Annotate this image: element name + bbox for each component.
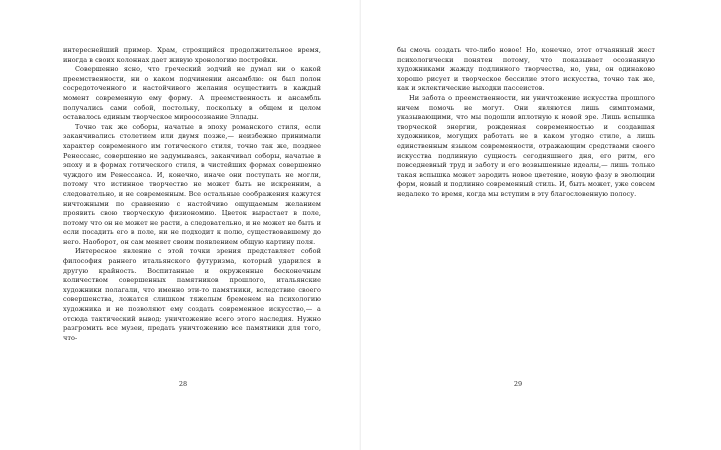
paragraph: бы смочь создать что-либо новое! Но, конечно, этот отчаянный жест психологически понятен потому, что показывает осознанную художниками жажду подлинного творчества, но, увы, он одинаково хорошо рисует и творческое бессилие этого искусства, точно так же, как и эклектические выходки пассеистов. [397, 46, 655, 93]
paragraph: интереснейший пример. Храм, строящийся продолжительное время, иногда в своих колоннах дает живую хронологию постройки. [63, 46, 321, 64]
left-page-text [63, 46, 321, 343]
page-number: 28 [178, 380, 188, 388]
paragraph: Ни забота о преемственности, ни уничтожение искусства прошлого ничем помочь не могут. Они являются лишь симптомами, указывающими, что мы подошли вплотную к новой эре. Лишь вспышка творческой энергии, рожденная современностью и создавшая художников, могущих работать не в каком угодно стиле, а лишь единственным языком современности, отражающим средствами своего искусства подлинную сущность сегодняшнего дня, его ритм, его повседневный труд и заботу и его возвышенные идеалы,— лишь только такая вспышка может зародить новое цветение, новую фазу в эволюции форм, новый и подлинно современный стиль. И, быть может, уже совсем недалеко то время, когда мы вступим в эту благословенную полосу. [397, 93, 655, 198]
left-page [0, 0, 360, 450]
paragraph: Точно так же соборы, начатые в эпоху романского стиля, если заканчивались столетием или двумя позже,— неизбежно принимали характер современного им готического стиля, точно так же, позднее Ренессанс, совершенно не задумываясь, заканчивал соборы, начатые в эпоху и в формах готического стиля, в чистейших формах совершенно чуждого им Ренессанса. И, конечно, иначе они поступать не могли, потому что истинное творчество не может быть не искренним, а следовательно, и не современным. Все остальные соображения кажутся ничтожными по сравнению с настойчиво ощущаемым желанием проявить свою творческую физиономию. Цветок вырастает в поле, потому что он не может не расти, а следовательно, и не может не быть и если посадить его в поле, ни не подходит к полю, существовавшему до него. Наоборот, он сам меняет своим появлением общую картину поля. [63, 122, 321, 246]
right-page [361, 0, 721, 450]
paragraph: Интересное явление с этой точки зрения представляет собой философия раннего итальянского футуризма, который ударился в другую крайность. Воспитанные и окруженные бесконечным количеством совершенных памятников прошлого, итальянские художники полагали, что именно эти-то памятники, вследствие своего совершенства, ложатся слишком тяжелым бременем на психологию художника и не позволяют ему создать современное искусство,— а отсюда тактический вывод: уничтожение всего этого наследия. Нужно разгромить все музеи, предать уничтожению все памятники для того, что- [63, 247, 321, 342]
page-number: 29 [513, 380, 523, 388]
right-page-text [397, 46, 655, 200]
paragraph: Совершенно ясно, что греческий зодчий не думал ни о какой преемственности, ни о каком подчинении ансамблю: он был полон сосредоточенного и настойчивого желания осуществить в каждый момент современную ему форму. А преемственность и ансамбль получались сами собой, постольку, поскольку в общем и целом оставалось единым творческое мироосознание Эллады. [63, 65, 321, 122]
